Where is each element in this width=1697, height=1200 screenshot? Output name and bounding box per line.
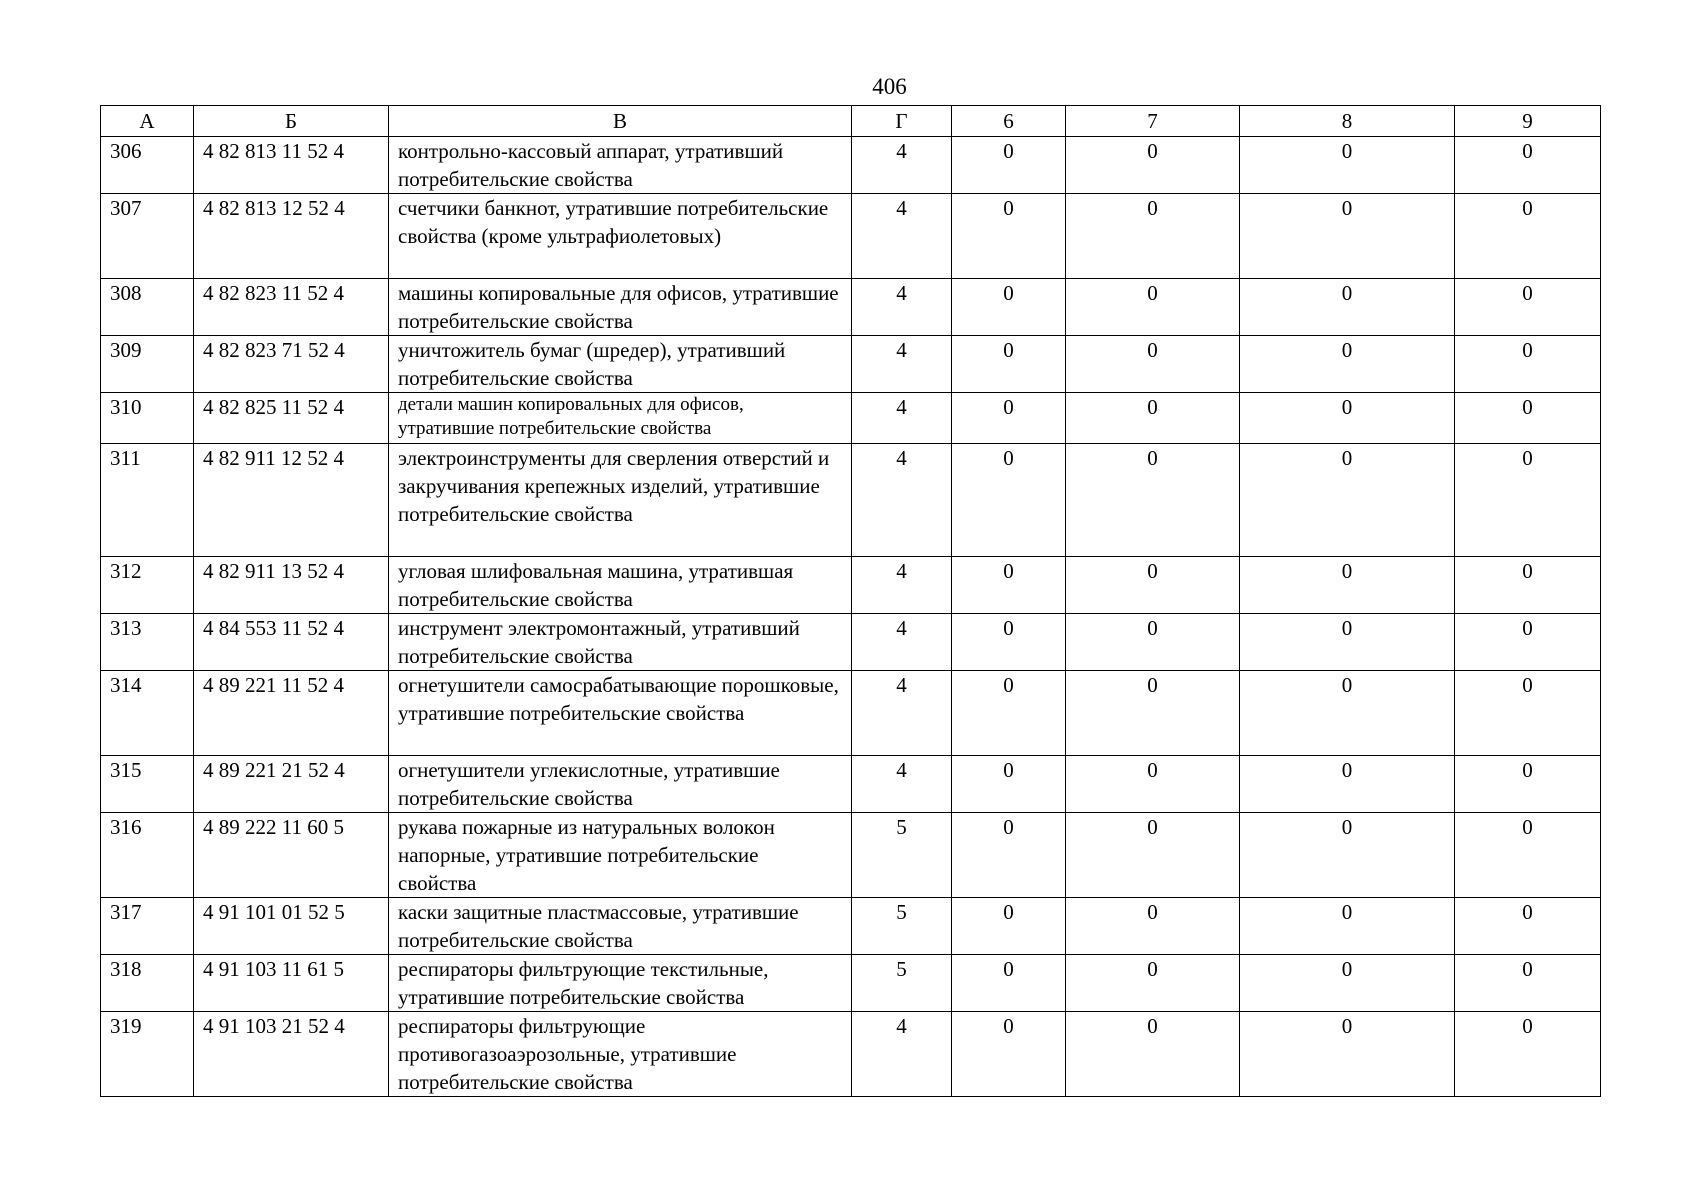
waste-name: угловая шлифовальная машина, утратившая потребительские свойства <box>389 557 852 614</box>
table-row <box>101 279 1601 336</box>
value-col-9: 0 <box>1455 336 1601 393</box>
row-number: 310 <box>101 393 194 444</box>
fkko-code: 4 91 103 21 52 4 <box>194 1012 389 1097</box>
column-header-8: 8 <box>1240 106 1455 137</box>
waste-name: счетчики банкнот, утратившие потребительские свойства (кроме ультрафиолетовых) <box>389 194 852 279</box>
value-col-9: 0 <box>1455 393 1601 444</box>
value-col-8: 0 <box>1240 336 1455 393</box>
row-number: 319 <box>101 1012 194 1097</box>
value-col-7: 0 <box>1066 955 1240 1012</box>
waste-name: респираторы фильтрующие противогазоаэрозольные, утратившие потребительские свойства <box>389 1012 852 1097</box>
waste-name: электроинструменты для сверления отверстий и закручивания крепежных изделий, утратившие потребительские свойства <box>389 444 852 557</box>
waste-name: уничтожитель бумаг (шредер), утративший потребительские свойства <box>389 336 852 393</box>
fkko-code: 4 84 553 11 52 4 <box>194 614 389 671</box>
value-col-8: 0 <box>1240 444 1455 557</box>
value-col-9: 0 <box>1455 279 1601 336</box>
value-col-8: 0 <box>1240 1012 1455 1097</box>
value-col-7: 0 <box>1066 756 1240 813</box>
value-col-9: 0 <box>1455 194 1601 279</box>
value-col-6: 0 <box>952 756 1066 813</box>
value-col-6: 0 <box>952 671 1066 756</box>
table-row <box>101 898 1601 955</box>
waste-name: детали машин копировальных для офисов, утратившие потребительские свойства <box>389 393 852 444</box>
value-col-7: 0 <box>1066 898 1240 955</box>
value-col-9: 0 <box>1455 898 1601 955</box>
row-number: 314 <box>101 671 194 756</box>
hazard-class: 4 <box>852 756 952 813</box>
value-col-8: 0 <box>1240 557 1455 614</box>
value-col-7: 0 <box>1066 137 1240 194</box>
row-number: 312 <box>101 557 194 614</box>
hazard-class: 5 <box>852 813 952 898</box>
value-col-8: 0 <box>1240 137 1455 194</box>
value-col-9: 0 <box>1455 955 1601 1012</box>
table-row <box>101 137 1601 194</box>
value-col-8: 0 <box>1240 898 1455 955</box>
value-col-8: 0 <box>1240 279 1455 336</box>
hazard-class: 4 <box>852 1012 952 1097</box>
value-col-7: 0 <box>1066 279 1240 336</box>
hazard-class: 4 <box>852 557 952 614</box>
column-header-b: Б <box>194 106 389 137</box>
value-col-7: 0 <box>1066 614 1240 671</box>
row-number: 313 <box>101 614 194 671</box>
table-row <box>101 756 1601 813</box>
table-row <box>101 444 1601 557</box>
value-col-7: 0 <box>1066 393 1240 444</box>
waste-name: рукава пожарные из натуральных волокон напорные, утратившие потребительские свойства <box>389 813 852 898</box>
fkko-code: 4 91 103 11 61 5 <box>194 955 389 1012</box>
row-number: 308 <box>101 279 194 336</box>
fkko-code: 4 89 221 21 52 4 <box>194 756 389 813</box>
column-header-v: В <box>389 106 852 137</box>
table-row <box>101 955 1601 1012</box>
hazard-class: 4 <box>852 336 952 393</box>
hazard-class: 5 <box>852 955 952 1012</box>
table-row <box>101 393 1601 444</box>
fkko-code: 4 82 823 11 52 4 <box>194 279 389 336</box>
hazard-class: 4 <box>852 671 952 756</box>
value-col-7: 0 <box>1066 557 1240 614</box>
row-number: 309 <box>101 336 194 393</box>
fkko-code: 4 91 101 01 52 5 <box>194 898 389 955</box>
value-col-7: 0 <box>1066 336 1240 393</box>
row-number: 311 <box>101 444 194 557</box>
value-col-8: 0 <box>1240 393 1455 444</box>
value-col-8: 0 <box>1240 614 1455 671</box>
fkko-code: 4 82 823 71 52 4 <box>194 336 389 393</box>
value-col-6: 0 <box>952 557 1066 614</box>
column-header-9: 9 <box>1455 106 1601 137</box>
row-number: 307 <box>101 194 194 279</box>
fkko-code: 4 82 813 12 52 4 <box>194 194 389 279</box>
value-col-7: 0 <box>1066 813 1240 898</box>
value-col-9: 0 <box>1455 137 1601 194</box>
value-col-8: 0 <box>1240 194 1455 279</box>
table-row <box>101 1012 1601 1097</box>
row-number: 317 <box>101 898 194 955</box>
column-header-a: А <box>101 106 194 137</box>
hazard-class: 5 <box>852 898 952 955</box>
hazard-class: 4 <box>852 393 952 444</box>
value-col-6: 0 <box>952 955 1066 1012</box>
value-col-9: 0 <box>1455 1012 1601 1097</box>
hazard-class: 4 <box>852 279 952 336</box>
fkko-code: 4 82 911 13 52 4 <box>194 557 389 614</box>
row-number: 316 <box>101 813 194 898</box>
table-row <box>101 671 1601 756</box>
value-col-9: 0 <box>1455 756 1601 813</box>
value-col-8: 0 <box>1240 756 1455 813</box>
waste-name: огнетушители углекислотные, утратившие потребительские свойства <box>389 756 852 813</box>
value-col-8: 0 <box>1240 671 1455 756</box>
waste-name: контрольно-кассовый аппарат, утративший потребительские свойства <box>389 137 852 194</box>
waste-name: каски защитные пластмассовые, утратившие потребительские свойства <box>389 898 852 955</box>
hazard-class: 4 <box>852 194 952 279</box>
table-row <box>101 194 1601 279</box>
row-number: 315 <box>101 756 194 813</box>
hazard-class: 4 <box>852 614 952 671</box>
fkko-code: 4 89 222 11 60 5 <box>194 813 389 898</box>
value-col-7: 0 <box>1066 444 1240 557</box>
table-row <box>101 813 1601 898</box>
waste-name: машины копировальные для офисов, утратившие потребительские свойства <box>389 279 852 336</box>
value-col-9: 0 <box>1455 671 1601 756</box>
fkko-code: 4 89 221 11 52 4 <box>194 671 389 756</box>
row-number: 306 <box>101 137 194 194</box>
value-col-6: 0 <box>952 1012 1066 1097</box>
hazard-class: 4 <box>852 137 952 194</box>
table-row <box>101 557 1601 614</box>
value-col-9: 0 <box>1455 614 1601 671</box>
value-col-6: 0 <box>952 614 1066 671</box>
hazard-class: 4 <box>852 444 952 557</box>
value-col-9: 0 <box>1455 813 1601 898</box>
fkko-code: 4 82 911 12 52 4 <box>194 444 389 557</box>
page-number: 406 <box>872 74 907 99</box>
value-col-6: 0 <box>952 194 1066 279</box>
value-col-8: 0 <box>1240 955 1455 1012</box>
waste-name: инструмент электромонтажный, утративший потребительские свойства <box>389 614 852 671</box>
waste-name: респираторы фильтрующие текстильные, утратившие потребительские свойства <box>389 955 852 1012</box>
table-row <box>101 614 1601 671</box>
row-number: 318 <box>101 955 194 1012</box>
value-col-6: 0 <box>952 444 1066 557</box>
value-col-6: 0 <box>952 813 1066 898</box>
value-col-6: 0 <box>952 336 1066 393</box>
waste-name: огнетушители самосрабатывающие порошковые, утратившие потребительские свойства <box>389 671 852 756</box>
value-col-6: 0 <box>952 279 1066 336</box>
table-header-row <box>101 106 1601 137</box>
value-col-7: 0 <box>1066 1012 1240 1097</box>
value-col-7: 0 <box>1066 671 1240 756</box>
column-header-g: Г <box>852 106 952 137</box>
value-col-6: 0 <box>952 898 1066 955</box>
fkko-code: 4 82 813 11 52 4 <box>194 137 389 194</box>
value-col-6: 0 <box>952 393 1066 444</box>
waste-classification-table <box>100 105 1601 1097</box>
table-row <box>101 336 1601 393</box>
value-col-7: 0 <box>1066 194 1240 279</box>
value-col-6: 0 <box>952 137 1066 194</box>
value-col-9: 0 <box>1455 557 1601 614</box>
value-col-9: 0 <box>1455 444 1601 557</box>
fkko-code: 4 82 825 11 52 4 <box>194 393 389 444</box>
value-col-8: 0 <box>1240 813 1455 898</box>
column-header-6: 6 <box>952 106 1066 137</box>
column-header-7: 7 <box>1066 106 1240 137</box>
